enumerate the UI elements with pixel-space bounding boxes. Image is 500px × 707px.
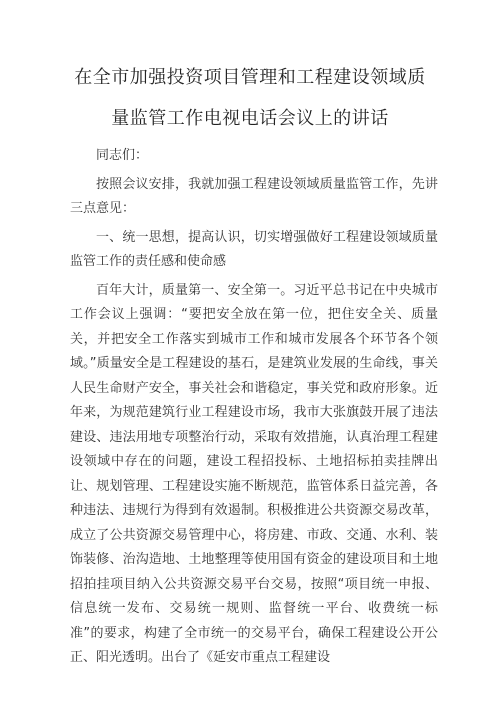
section-heading-1: 一、统一思想，提高认识，切实增强做好工程建设领域质量监管工作的责任感和使命感 — [70, 229, 438, 269]
document-body — [70, 144, 438, 675]
document-title-line-1: 在全市加强投资项目管理和工程建设领域质 — [74, 67, 426, 88]
salutation: 同志们： — [96, 148, 149, 163]
intro-paragraph: 按照会议安排，我就加强工程建设领域质量监管工作，先讲三点意见： — [70, 176, 438, 216]
document-title-line-2: 量监管工作电视电话会议上的讲话 — [111, 108, 389, 129]
body-paragraph: 百年大计，质量第一、安全第一。习近平总书记在中央城市工作会议上强调：“要把安全放在第一位，把住安全关、质量关，并把安全工作落实到城市工作和城市发展各个环节各个领域。”质量安全是工程建设的基石，是建筑业发展的生命线，事关人民生命财产安全，事关社会和谐稳定，事关党和政府形象。近年来，为规范建筑行业工程建设市场，我市大张旗鼓开展了违法建设、违法用地专项整治行动，采取有效措施，认真治理工程建设领域中存在的问题，建设工程招投标、土地招标拍卖挂牌出让、规划管理、工程建设实施不断规范，监管体系日益完善，各种违法、违规行为得到有效遏制。积极推进公共资源交易改革，成立了公共资源交易管理中心，将房建、市政、交通、水利、装饰装修、治沟造地、土地整理等使用国有资金的建设项目和土地招拍挂项目纳入公共资源交易平台交易，按照“项目统一申报、信息统一发布、交易统一规则、监督统一平台、收费统一标准”的要求，构建了全市统一的交易平台，确保工程建设公开公正、阳光透明。出台了《延安市重点工程建设 — [70, 282, 438, 665]
